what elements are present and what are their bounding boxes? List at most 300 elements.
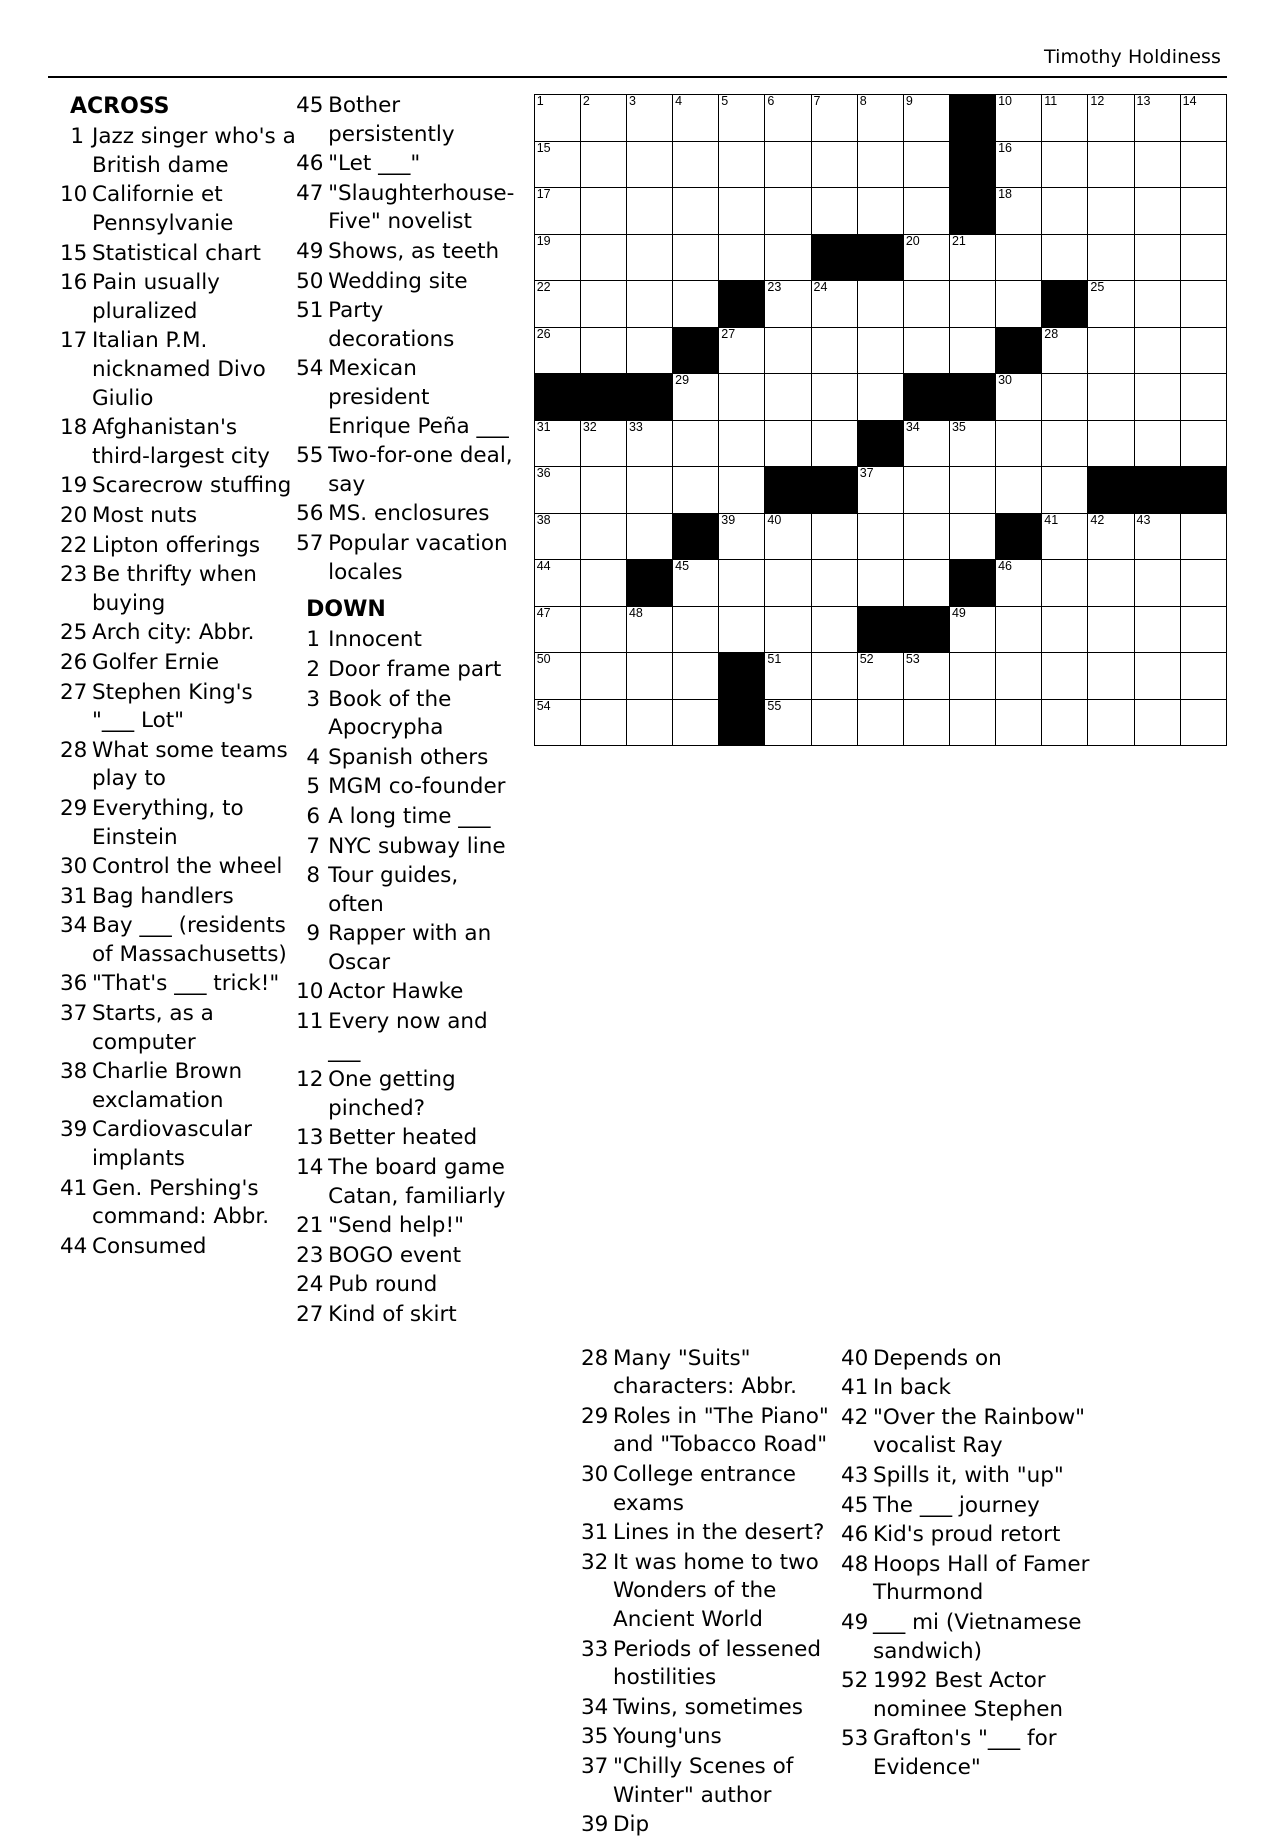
clue-across-26[interactable] [60,649,296,678]
grid-cell[interactable] [903,234,949,281]
grid-cell[interactable] [1180,606,1226,653]
grid-cell[interactable] [857,467,903,514]
grid-cell[interactable] [811,606,857,653]
grid-cell[interactable] [580,653,626,700]
clue-across-41[interactable] [60,1175,296,1232]
grid-cell[interactable] [1088,606,1134,653]
grid-cell[interactable] [580,327,626,374]
grid-cell[interactable] [811,281,857,328]
grid-cell[interactable] [1042,374,1088,421]
clue-number: 23 [60,562,88,588]
grid-cell[interactable] [996,420,1042,467]
grid-cell[interactable] [996,95,1042,142]
grid-cell[interactable] [1180,699,1226,746]
clue-across-20[interactable] [60,502,296,531]
grid-cell[interactable] [673,188,719,235]
grid-cell-number: 11 [1044,94,1058,108]
grid-cell[interactable] [903,699,949,746]
clue-across-18[interactable] [60,414,296,471]
grid-cell[interactable] [534,606,580,653]
clue-down-27[interactable] [296,1301,516,1330]
grid-cell[interactable] [1088,699,1134,746]
grid-cell-number: 27 [721,326,736,341]
grid-cell[interactable] [765,374,811,421]
grid-cell[interactable] [626,653,672,700]
clue-down-43[interactable] [841,1462,1106,1491]
clue-down-30[interactable] [581,1461,841,1518]
clue-across-46[interactable] [296,150,516,179]
clue-across-1[interactable] [60,123,296,180]
grid-cell[interactable] [1042,606,1088,653]
clue-across-23[interactable] [60,561,296,618]
grid-cell[interactable] [1088,653,1134,700]
grid-cell[interactable] [580,95,626,142]
clue-across-38[interactable] [60,1058,296,1115]
grid-cell-number: 13 [1136,94,1151,108]
grid-cell[interactable] [626,234,672,281]
grid-cell[interactable] [719,327,765,374]
grid-cell-number: 41 [1044,512,1059,527]
grid-cell[interactable] [719,420,765,467]
grid-cell[interactable] [1042,234,1088,281]
grid-cell[interactable] [996,234,1042,281]
grid-cell[interactable] [580,560,626,607]
grid-cell[interactable] [534,327,580,374]
grid-cell-number: 22 [536,280,551,294]
grid-cell[interactable] [580,420,626,467]
grid-cell[interactable] [673,141,719,188]
clue-across-37[interactable] [60,1000,296,1057]
grid-cell-number: 9 [905,94,913,108]
grid-cell[interactable] [857,327,903,374]
clue-across-15[interactable] [60,240,296,269]
clue-across-10[interactable] [60,181,296,238]
grid-row [534,560,1226,607]
clue-down-7[interactable] [296,833,516,862]
grid-cell[interactable] [626,281,672,328]
grid-cell-number: 3 [628,94,636,108]
grid-cell[interactable] [1134,560,1180,607]
grid-cell[interactable] [719,141,765,188]
grid-cell[interactable] [811,95,857,142]
crossword-grid[interactable] [534,94,1227,746]
grid-cell[interactable] [580,467,626,514]
clue-across-49[interactable] [296,238,516,267]
grid-cell[interactable] [765,560,811,607]
clue-down-46[interactable] [841,1521,1106,1550]
grid-cell[interactable] [1180,95,1226,142]
grid-cell-number: 46 [998,559,1013,573]
clue-number: 53 [841,1726,869,1752]
clue-number: 46 [296,151,324,177]
grid-cell[interactable] [949,653,995,700]
grid-cell[interactable] [1134,374,1180,421]
grid-cell[interactable] [534,513,580,560]
clue-text: MS. enclosures [328,501,490,527]
grid-cell[interactable] [857,374,903,421]
clue-down-39[interactable] [581,1811,841,1840]
grid-cell-number: 42 [1090,512,1105,527]
grid-cell[interactable] [903,560,949,607]
clue-down-11[interactable] [296,1008,516,1065]
grid-cell[interactable] [903,420,949,467]
clue-across-57[interactable] [296,530,516,587]
grid-cell[interactable] [765,513,811,560]
grid-cell-block [996,327,1042,374]
grid-cell[interactable] [1180,560,1226,607]
clue-across-44[interactable] [60,1233,296,1262]
grid-cell[interactable] [857,699,903,746]
clue-text: Bag handlers [92,883,234,909]
grid-cell[interactable] [719,513,765,560]
grid-cell[interactable] [1134,95,1180,142]
grid-cell[interactable] [857,188,903,235]
grid-cell[interactable] [534,420,580,467]
clue-down-53[interactable] [841,1725,1106,1782]
grid-cell[interactable] [949,467,995,514]
grid-cell[interactable] [626,188,672,235]
grid-cell[interactable] [534,95,580,142]
grid-cell[interactable] [534,560,580,607]
clue-number: 11 [296,1009,324,1035]
clue-down-41[interactable] [841,1374,1106,1403]
clue-text: Control the wheel [92,854,283,880]
clue-text: Everything, to Einstein [92,795,244,850]
grid-cell[interactable] [811,327,857,374]
grid-cell[interactable] [1134,513,1180,560]
grid-cell[interactable] [811,560,857,607]
grid-cell[interactable] [580,606,626,653]
grid-cell[interactable] [673,653,719,700]
clue-down-6[interactable] [296,803,516,832]
clue-down-45[interactable] [841,1492,1106,1521]
grid-cell[interactable] [1042,141,1088,188]
grid-cell[interactable] [996,141,1042,188]
grid-cell-block [857,234,903,281]
grid-cell[interactable] [765,95,811,142]
clue-text: Most nuts [92,502,198,528]
grid-cell[interactable] [765,327,811,374]
grid-cell[interactable] [626,513,672,560]
grid-cell[interactable] [765,420,811,467]
grid-cell[interactable] [1042,467,1088,514]
grid-cell[interactable] [903,95,949,142]
clue-down-21[interactable] [296,1212,516,1241]
grid-cell[interactable] [1088,234,1134,281]
grid-cell[interactable] [903,141,949,188]
grid-cell[interactable] [1134,141,1180,188]
grid-cell[interactable] [811,374,857,421]
grid-cell[interactable] [626,327,672,374]
grid-cell[interactable] [811,699,857,746]
grid-cell[interactable] [673,234,719,281]
grid-row [534,420,1226,467]
grid-cell[interactable] [1134,420,1180,467]
grid-cell[interactable] [1088,513,1134,560]
clue-number: 32 [581,1549,609,1575]
grid-cell[interactable] [719,95,765,142]
clue-down-10[interactable] [296,978,516,1007]
grid-cell[interactable] [534,653,580,700]
grid-cell[interactable] [1088,188,1134,235]
grid-cell[interactable] [903,653,949,700]
grid-cell[interactable] [1180,234,1226,281]
clue-down-23[interactable] [296,1242,516,1271]
clue-down-2[interactable] [296,656,516,685]
grid-cell[interactable] [996,699,1042,746]
grid-cell[interactable] [903,513,949,560]
grid-cell[interactable] [1180,188,1226,235]
grid-cell[interactable] [1134,653,1180,700]
grid-cell-number: 6 [767,94,775,108]
grid-cell-number: 32 [582,419,597,434]
clue-across-47[interactable] [296,180,516,237]
grid-cell[interactable] [534,699,580,746]
clue-across-34[interactable] [60,912,296,969]
grid-cell[interactable] [949,606,995,653]
grid-cell[interactable] [949,420,995,467]
grid-cell[interactable] [626,699,672,746]
grid-cell-number: 7 [813,94,821,108]
grid-cell[interactable] [626,95,672,142]
grid-cell[interactable] [996,374,1042,421]
grid-cell[interactable] [580,234,626,281]
clue-text: Kind of skirt [328,1302,457,1327]
clue-down-9[interactable] [296,920,516,977]
grid-cell[interactable] [1042,699,1088,746]
grid-cell[interactable] [857,141,903,188]
clue-across-55[interactable] [296,442,516,499]
grid-cell[interactable] [811,653,857,700]
clue-number: 47 [296,180,324,206]
grid-cell[interactable] [580,188,626,235]
grid-cell[interactable] [534,467,580,514]
clue-down-32[interactable] [581,1549,841,1635]
clue-down-52[interactable] [841,1667,1106,1724]
grid-cell[interactable] [580,281,626,328]
grid-cell[interactable] [534,188,580,235]
grid-cell[interactable] [857,653,903,700]
grid-cell[interactable] [673,281,719,328]
clue-across-50[interactable] [296,268,516,297]
grid-cell[interactable] [1180,420,1226,467]
grid-cell[interactable] [673,560,719,607]
grid-cell[interactable] [1134,699,1180,746]
grid-cell[interactable] [857,95,903,142]
clue-across-30[interactable] [60,853,296,882]
grid-cell[interactable] [719,467,765,514]
clue-down-42[interactable] [841,1404,1106,1461]
clue-text: Popular vacation locales [328,530,508,585]
grid-cell[interactable] [857,513,903,560]
grid-cell[interactable] [1134,281,1180,328]
grid-cell[interactable] [673,95,719,142]
clue-across-31[interactable] [60,883,296,912]
grid-cell[interactable] [719,606,765,653]
grid-cell-number: 20 [905,233,920,248]
clue-down-4[interactable] [296,744,516,773]
grid-cell[interactable] [626,467,672,514]
grid-cell[interactable] [1134,606,1180,653]
clue-down-3[interactable] [296,686,516,743]
grid-row [534,281,1226,328]
grid-cell[interactable] [1088,95,1134,142]
grid-cell[interactable] [673,467,719,514]
grid-cell[interactable] [811,188,857,235]
grid-cell[interactable] [1180,653,1226,700]
grid-cell-number: 29 [675,373,690,387]
clue-number: 10 [296,979,324,1005]
grid-cell[interactable] [857,281,903,328]
clue-text: Jazz singer who's a British dame [92,124,296,178]
grid-cell[interactable] [903,467,949,514]
grid-cell[interactable] [1042,327,1088,374]
clue-down-13[interactable] [296,1124,516,1153]
clue-down-31[interactable] [581,1519,841,1548]
grid-cell[interactable] [673,420,719,467]
grid-cell[interactable] [1180,513,1226,560]
grid-cell[interactable] [996,606,1042,653]
clue-across-36[interactable] [60,970,296,999]
clue-down-33[interactable] [581,1636,841,1693]
grid-cell[interactable] [534,141,580,188]
grid-cell[interactable] [1042,653,1088,700]
grid-cell[interactable] [673,699,719,746]
grid-cell[interactable] [1180,374,1226,421]
clue-across-19[interactable] [60,472,296,501]
grid-cell[interactable] [1088,327,1134,374]
clue-across-56[interactable] [296,500,516,529]
grid-cell-block [949,188,995,235]
grid-cell[interactable] [949,513,995,560]
clue-across-29[interactable] [60,795,296,852]
grid-cell[interactable] [1088,420,1134,467]
grid-cell[interactable] [765,141,811,188]
grid-cell[interactable] [1042,420,1088,467]
grid-cell[interactable] [765,699,811,746]
clue-across-25[interactable] [60,619,296,648]
grid-cell[interactable] [996,560,1042,607]
grid-cell[interactable] [996,467,1042,514]
clue-down-35[interactable] [581,1723,841,1752]
clue-down-49[interactable] [841,1609,1106,1666]
grid-cell[interactable] [534,281,580,328]
grid-cell-block [1134,467,1180,514]
grid-cell[interactable] [949,281,995,328]
grid-cell[interactable] [949,699,995,746]
grid-cell[interactable] [903,281,949,328]
clue-across-22[interactable] [60,532,296,561]
clue-down-29[interactable] [581,1403,841,1460]
grid-cell[interactable] [1180,141,1226,188]
clue-down-8[interactable] [296,862,516,919]
clue-across-54[interactable] [296,355,516,441]
grid-cell[interactable] [719,560,765,607]
grid-cell[interactable] [857,560,903,607]
grid-cell[interactable] [996,653,1042,700]
grid-cell[interactable] [1088,141,1134,188]
grid-cell[interactable] [1088,560,1134,607]
grid-cell[interactable] [949,327,995,374]
grid-cell[interactable] [765,653,811,700]
clue-across-16[interactable] [60,269,296,326]
clue-down-28[interactable] [581,1345,841,1402]
clue-across-17[interactable] [60,327,296,413]
grid-cell[interactable] [1180,327,1226,374]
clue-across-45[interactable] [296,92,516,149]
grid-cell-block [949,141,995,188]
grid-cell[interactable] [580,513,626,560]
clue-across-51[interactable] [296,297,516,354]
grid-cell[interactable] [811,420,857,467]
clue-across-28[interactable] [60,737,296,794]
grid-cell[interactable] [719,188,765,235]
grid-cell-number: 40 [767,512,782,527]
grid-cell[interactable] [1042,95,1088,142]
grid-cell[interactable] [1042,188,1088,235]
grid-cell[interactable] [765,188,811,235]
grid-cell[interactable] [626,606,672,653]
clue-down-12[interactable] [296,1066,516,1123]
grid-cell[interactable] [1042,560,1088,607]
clue-down-34[interactable] [581,1694,841,1723]
grid-cell[interactable] [996,281,1042,328]
grid-cell[interactable] [903,327,949,374]
grid-cell[interactable] [580,141,626,188]
clue-text: The ___ journey [873,1492,1040,1518]
clue-down-1[interactable] [296,626,516,655]
clue-number: 44 [60,1233,88,1259]
grid-cell[interactable] [1088,281,1134,328]
clue-down-5[interactable] [296,773,516,802]
clue-across-27[interactable] [60,679,296,736]
clue-down-40[interactable] [841,1345,1106,1374]
grid-cell[interactable] [811,141,857,188]
grid-cell[interactable] [949,234,995,281]
grid-cell[interactable] [996,188,1042,235]
grid-cell[interactable] [673,606,719,653]
grid-cell[interactable] [765,281,811,328]
clue-down-24[interactable] [296,1271,516,1300]
grid-cell[interactable] [580,699,626,746]
grid-cell[interactable] [1180,281,1226,328]
clue-text: Two-for-one deal, say [328,443,513,497]
grid-cell[interactable] [1134,234,1180,281]
grid-cell[interactable] [1042,513,1088,560]
clue-down-37[interactable] [581,1753,841,1810]
clue-down-48[interactable] [841,1551,1106,1608]
grid-cell[interactable] [719,374,765,421]
grid-cell[interactable] [626,141,672,188]
grid-cell[interactable] [534,234,580,281]
clue-number: 46 [841,1522,869,1548]
grid-cell[interactable] [673,374,719,421]
grid-cell[interactable] [903,188,949,235]
grid-cell[interactable] [1134,188,1180,235]
grid-cell[interactable] [1134,327,1180,374]
grid-cell[interactable] [719,234,765,281]
grid-cell[interactable] [1088,374,1134,421]
clue-number: 30 [60,854,88,880]
grid-cell[interactable] [626,420,672,467]
clue-across-39[interactable] [60,1116,296,1173]
grid-cell-number: 26 [536,326,551,341]
grid-cell-block [534,374,580,421]
grid-cell[interactable] [811,513,857,560]
grid-cell[interactable] [765,606,811,653]
clue-down-14[interactable] [296,1154,516,1211]
grid-cell[interactable] [765,234,811,281]
